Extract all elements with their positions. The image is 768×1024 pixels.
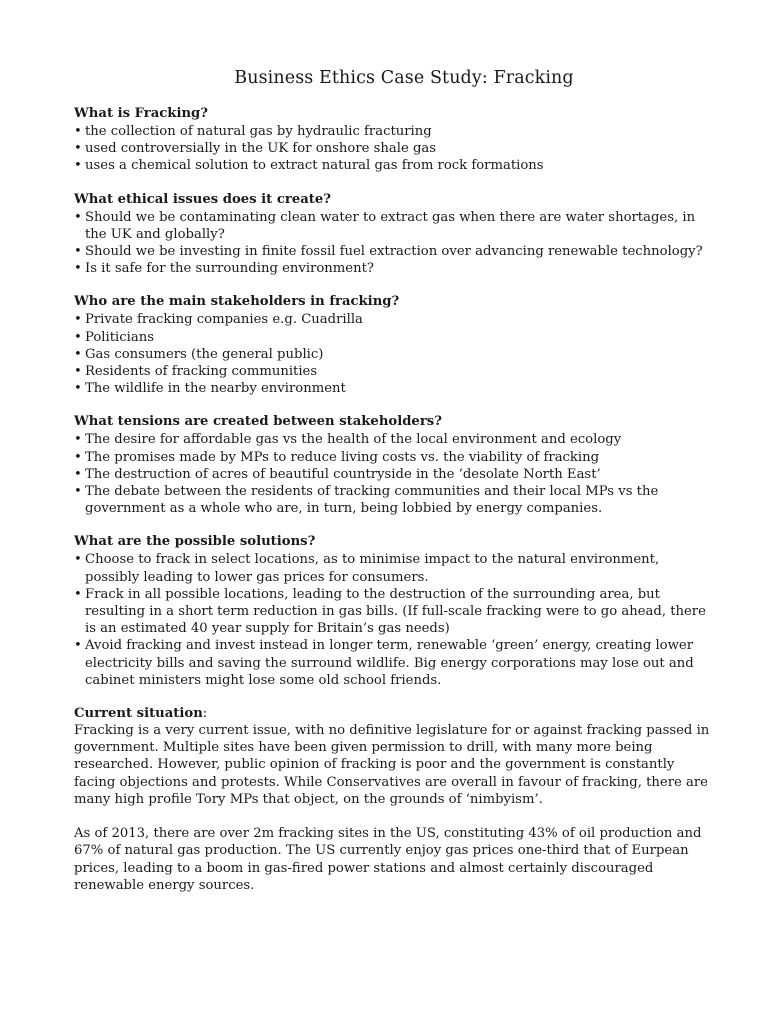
section-heading: What are the possible solutions? — [74, 534, 316, 550]
bullet-list — [74, 209, 714, 278]
list-item: • used controversially in the UK for onshore shale gas — [74, 140, 714, 157]
bullet-list — [74, 551, 714, 689]
section-heading: What ethical issues does it create? — [74, 191, 331, 207]
list-item: • Politicians — [74, 329, 714, 346]
list-item: • Private fracking companies e.g. Cuadrilla — [74, 311, 714, 328]
bullet-list — [74, 311, 714, 397]
list-item: • The desire for affordable gas vs the health of the local environment and ecology — [74, 431, 714, 448]
list-item: • The debate between the residents of tracking communities and their local MPs vs the government as a whole who are, in turn, being lobbied by energy companies. — [74, 483, 714, 517]
bullet-list — [74, 431, 714, 517]
list-item: • Choose to frack in select locations, as to minimise impact to the natural environment, possibly leading to lower gas prices for consumers. — [74, 551, 714, 585]
bullet-list — [74, 123, 714, 175]
section-heading — [74, 705, 714, 722]
paragraph: As of 2013, there are over 2m fracking sites in the US, constituting 43% of oil production and 67% of natural gas production. The US currently enjoy gas prices one-third that of Eurpean prices, leading to a boom in gas-fired power stations and almost certainly discouraged renewable energy sources. — [74, 826, 702, 893]
list-item: • Avoid fracking and invest instead in longer term, renewable ‘green’ energy, creating lower electricity bills and saving the surround wildlife. Big energy corporations may lose out and cabinet ministers might lose some old school friends. — [74, 637, 714, 689]
document-title: Business Ethics Case Study: Fracking — [234, 68, 574, 88]
section-heading: Who are the main stakeholders in fracking? — [74, 294, 400, 310]
section-heading: What is Fracking? — [74, 106, 208, 121]
section-solutions — [74, 533, 714, 689]
document-page — [74, 68, 714, 910]
list-item: • Should we be contaminating clean water to extract gas when there are water shortages, in the UK and globally? — [74, 209, 714, 243]
list-item: • Should we be investing in finite fossil fuel extraction over advancing renewable technology? — [74, 243, 714, 260]
list-item: • Residents of fracking communities — [74, 363, 714, 380]
list-item: • Frack in all possible locations, leading to the destruction of the surrounding area, but resulting in a short term reduction in gas bills. (If full-scale fracking were to go ahead, there is an estimated 40 year supply for Britain’s gas needs) — [74, 586, 714, 638]
section-what-is-fracking — [74, 105, 714, 175]
section-ethical-issues — [74, 191, 714, 278]
list-item: • The wildlife in the nearby environment — [74, 380, 714, 397]
list-item: • the collection of natural gas by hydraulic fracturing — [74, 123, 714, 140]
section-heading: What tensions are created between stakeholders? — [74, 414, 442, 430]
current-heading-text: Current situation — [74, 706, 203, 722]
list-item: • uses a chemical solution to extract natural gas from rock formations — [74, 157, 714, 174]
list-item: • Gas consumers (the general public) — [74, 346, 714, 363]
list-item: • Is it safe for the surrounding environment? — [74, 260, 714, 277]
list-item: • The promises made by MPs to reduce living costs vs. the viability of fracking — [74, 449, 714, 466]
paragraph-gap — [74, 808, 714, 825]
section-stakeholders — [74, 293, 714, 397]
paragraph: Fracking is a very current issue, with no definitive legislature for or against fracking passed in government. Multiple sites have been given permission to drill, with many more being researched. However, public opinion of fracking is poor and the government is constantly facing objections and protests. While Conservatives are overall in favour of fracking, there are many high profile Tory MPs that object, on the grounds of ‘nimbyism’. — [74, 723, 710, 807]
list-item: • The destruction of acres of beautiful countryside in the ‘desolate North East’ — [74, 466, 714, 483]
section-current-situation — [74, 705, 714, 894]
current-heading-suffix: : — [202, 706, 208, 722]
section-tensions — [74, 413, 714, 517]
